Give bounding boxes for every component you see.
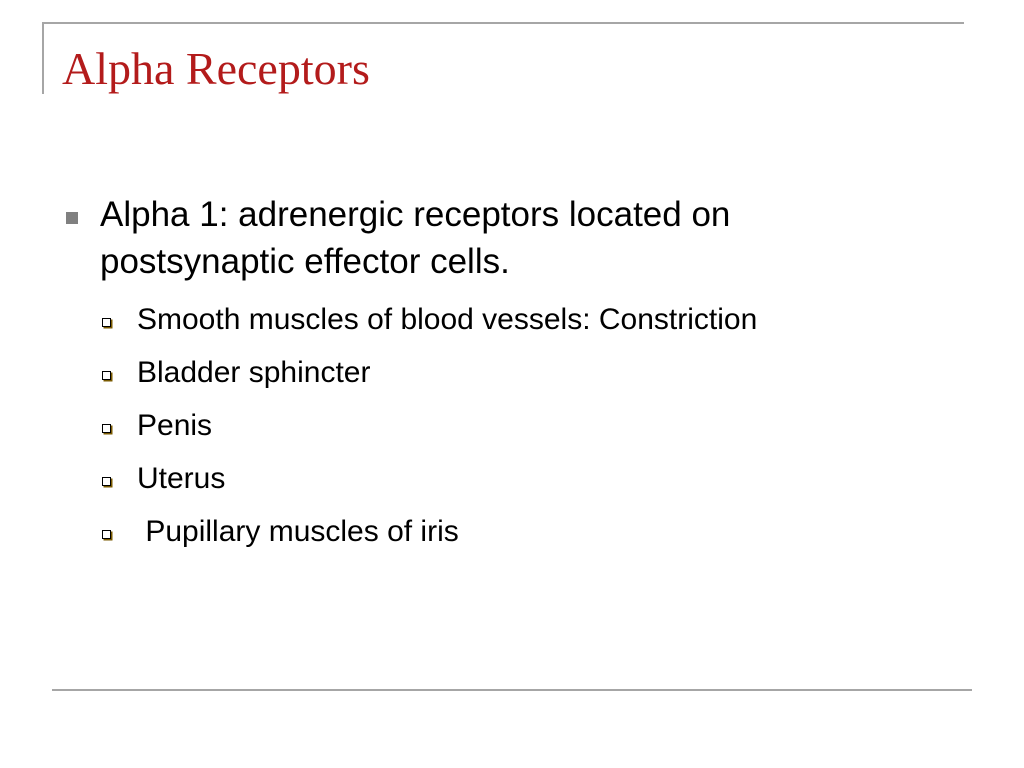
slide-title: Alpha Receptors [62,43,370,94]
sub-bullet-item [98,300,958,353]
sub-bullet-item [98,459,958,512]
hollow-square-bullet-icon [102,477,111,486]
sub-bullet-text: Penis [137,409,213,442]
sub-bullet-list [98,300,958,565]
sub-bullet-text: Bladder sphincter [137,356,371,389]
bottom-divider [52,689,972,691]
sub-bullet-item [98,512,958,565]
sub-bullet-item [98,406,958,459]
bullet-text: Alpha 1: adrenergic receptors located on postsynaptic effector cells. [100,195,731,281]
square-bullet-icon [66,212,78,224]
sub-bullet-text: Pupillary muscles of iris [137,515,459,548]
hollow-square-bullet-icon [102,371,111,380]
hollow-square-bullet-icon [102,318,111,327]
sub-bullet-text: Smooth muscles of blood vessels: Constriction [137,303,758,336]
hollow-square-bullet-icon [102,424,111,433]
hollow-square-bullet-icon [102,530,111,539]
sub-bullet-text: Uterus [137,462,226,495]
sub-bullet-item [98,353,958,406]
